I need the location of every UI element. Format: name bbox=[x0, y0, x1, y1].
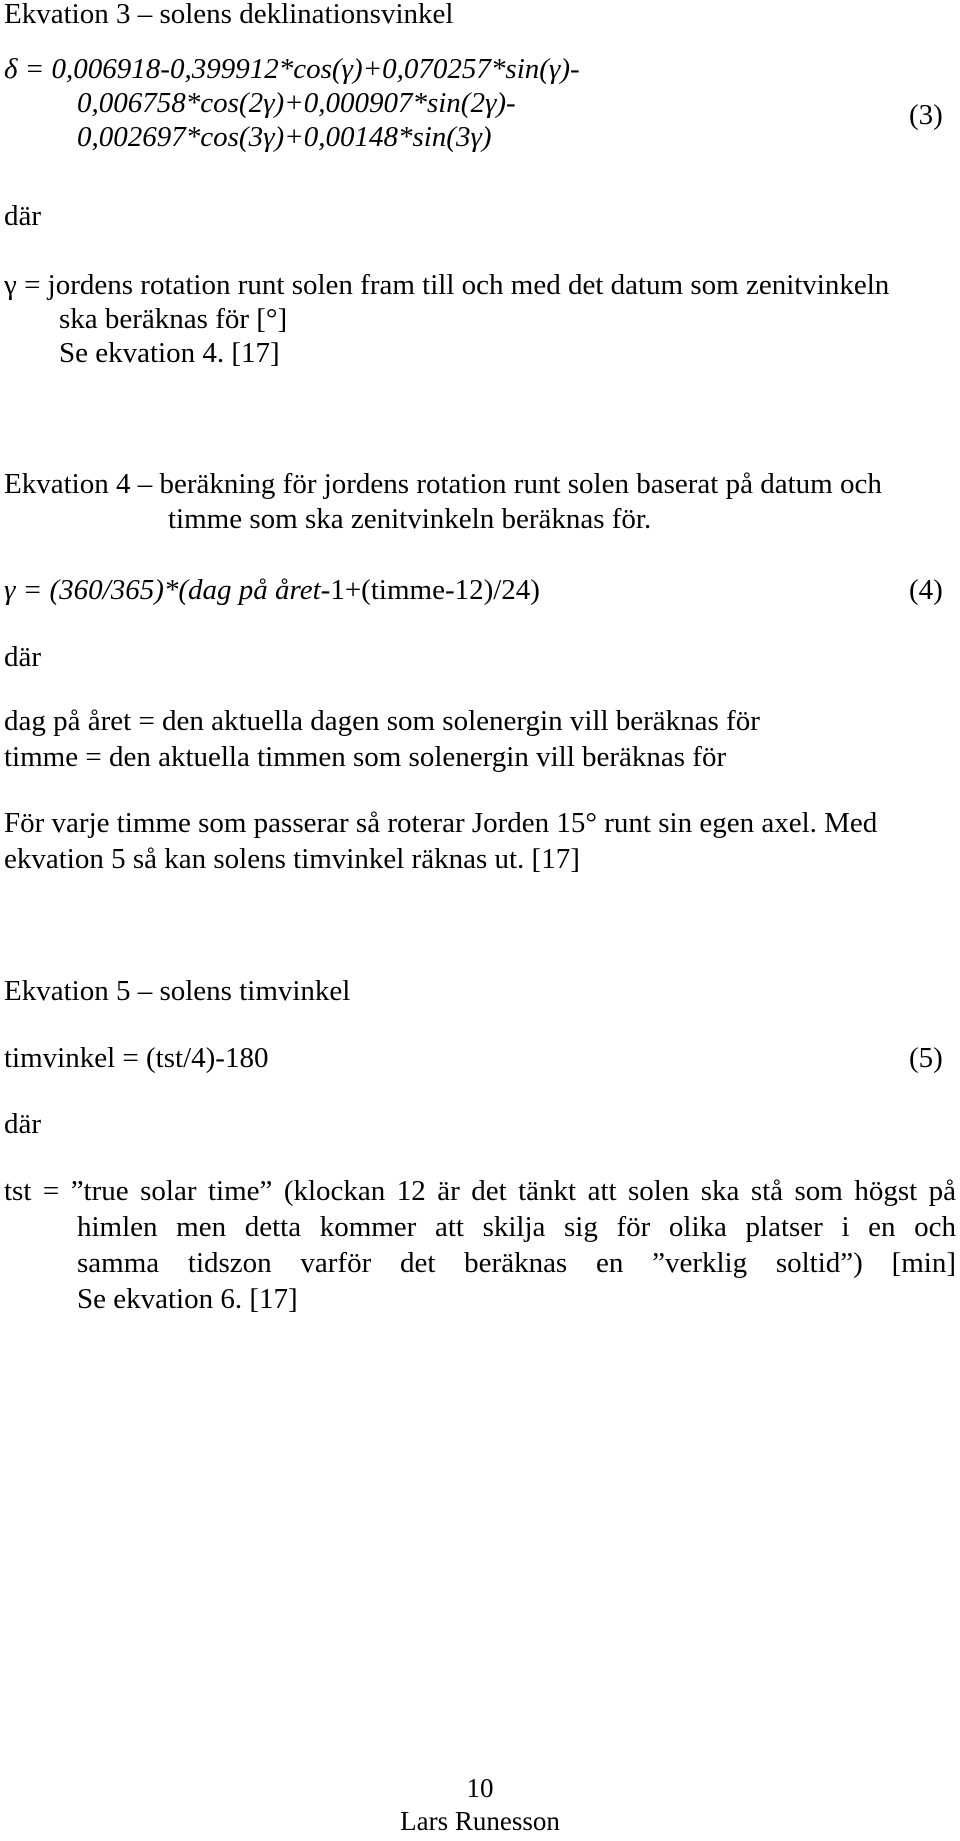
eq5-dar: där bbox=[4, 1108, 42, 1140]
eq5-tst-def-line4: Se ekvation 6. [17] bbox=[77, 1283, 298, 1315]
eq4-def-timme: timme = den aktuella timmen som solenergin vill beräknas för bbox=[4, 741, 727, 773]
eq4-heading-line1: Ekvation 4 – beräkning för jordens rotation runt solen baserat på datum och bbox=[4, 468, 882, 500]
eq5-number: (5) bbox=[909, 1042, 943, 1074]
author-name: Lars Runesson bbox=[400, 1806, 560, 1836]
eq5-heading: Ekvation 5 – solens timvinkel bbox=[4, 975, 351, 1007]
eq4-number: (4) bbox=[909, 574, 943, 606]
eq3-heading: Ekvation 3 – solens deklinationsvinkel bbox=[4, 0, 454, 30]
eq4-paragraph-line1: För varje timme som passerar så roterar Jorden 15° runt sin egen axel. Med bbox=[4, 807, 878, 839]
page-number: 10 bbox=[466, 1773, 494, 1803]
eq4-dar: där bbox=[4, 641, 42, 673]
eq3-formula-line2: 0,006758*cos(2γ)+0,000907*sin(2γ)- bbox=[77, 87, 516, 119]
eq4-def-dag: dag på året = den aktuella dagen som solenergin vill beräknas för bbox=[4, 705, 760, 737]
eq3-gamma-def-line3: Se ekvation 4. [17] bbox=[59, 337, 280, 369]
eq3-gamma-def-line1: γ = jordens rotation runt solen fram till och med det datum som zenitvinkeln bbox=[4, 269, 890, 301]
eq3-number: (3) bbox=[909, 99, 943, 131]
eq3-dar: där bbox=[4, 200, 42, 232]
eq3-formula-line3: 0,002697*cos(3γ)+0,00148*sin(3γ) bbox=[77, 121, 492, 153]
eq4-paragraph-line2: ekvation 5 så kan solens timvinkel räknas ut. [17] bbox=[4, 843, 580, 875]
eq5-formula: timvinkel = (tst/4)-180 bbox=[4, 1042, 269, 1074]
eq4-formula-rest: 1+(timme-12)/24) bbox=[330, 574, 540, 606]
eq5-tst-def-line3: samma tidszon varför det beräknas en ”verklig soltid”) [min] bbox=[77, 1247, 956, 1279]
eq3-formula-line1: δ = 0,006918-0,399912*cos(γ)+0,070257*sin(γ)- bbox=[4, 53, 580, 85]
eq4-formula-italic: γ = (360/365)*(dag på året- bbox=[4, 574, 331, 606]
eq5-tst-def-line1: tst = ”true solar time” (klockan 12 är det tänkt att solen ska stå som högst på bbox=[4, 1175, 956, 1207]
eq5-tst-def-line2: himlen men detta kommer att skilja sig för olika platser i en och bbox=[77, 1211, 956, 1243]
eq3-gamma-def-line2: ska beräknas för [°] bbox=[59, 303, 288, 335]
eq4-heading-line2: timme som ska zenitvinkeln beräknas för. bbox=[168, 503, 652, 535]
eq4-formula bbox=[4, 573, 540, 607]
